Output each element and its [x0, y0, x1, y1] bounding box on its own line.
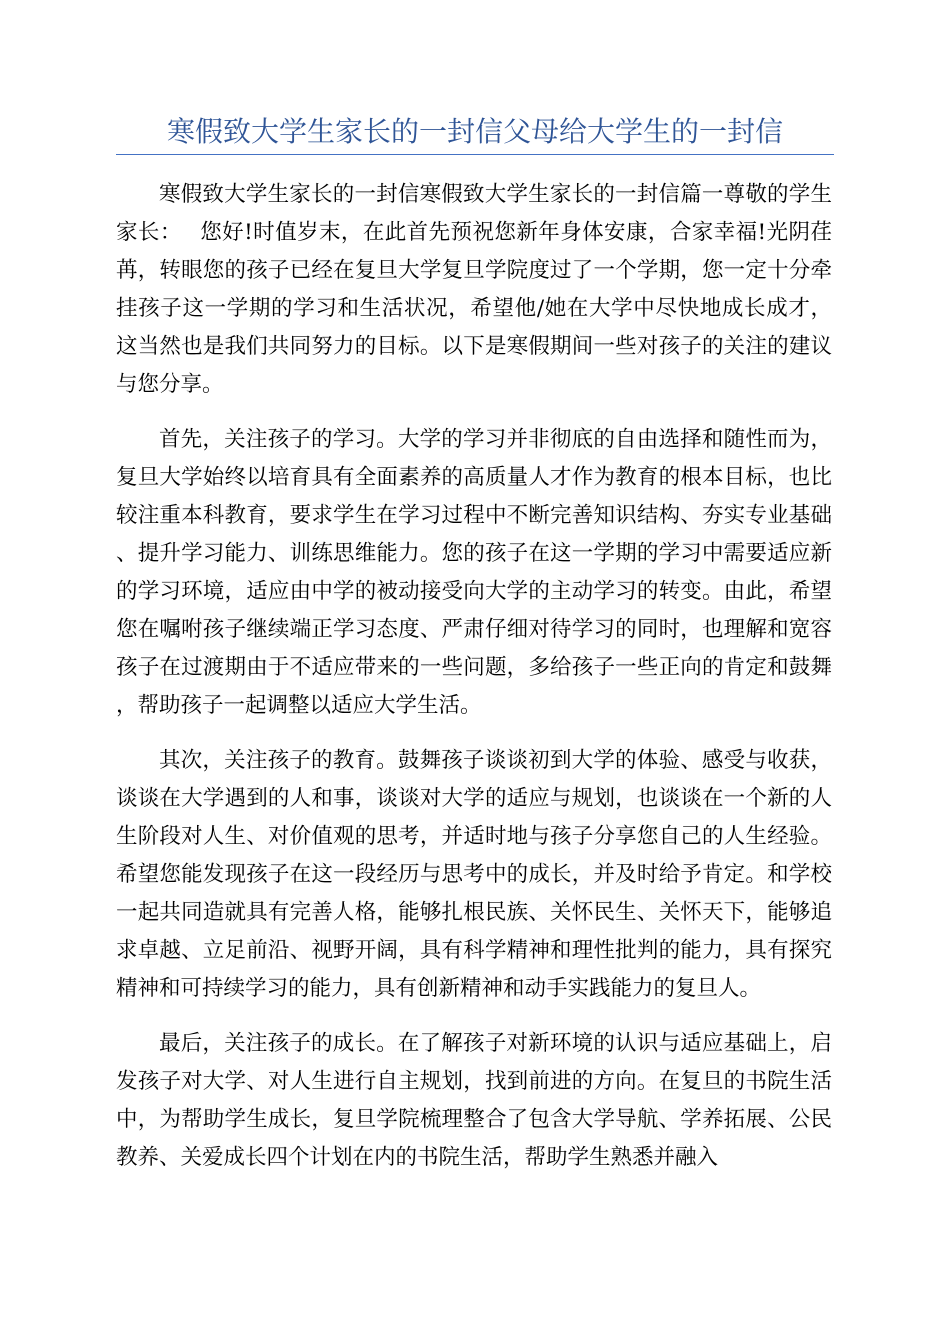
document-body: [116, 176, 832, 1194]
paragraph-1: 寒假致大学生家长的一封信寒假致大学生家长的一封信篇一尊敬的学生家长： 您好!时值岁末，在此首先预祝您新年身体安康，合家幸福!光阴荏苒，转眼您的孩子已经在复旦大学复旦学院度过了一个学期，您一定十分牵挂孩子这一学期的学习和生活状况，希望他/她在大学中尽快地成长成才，这当然也是我们共同努力的目标。以下是寒假期间一些对孩子的关注的建议与您分享。: [116, 182, 832, 397]
paragraph-2: 首先，关注孩子的学习。大学的学习并非彻底的自由选择和随性而为，复旦大学始终以培育具有全面素养的高质量人才作为教育的根本目标，也比较注重本科教育，要求学生在学习过程中不断完善知识结构、夯实专业基础、提升学习能力、训练思维能力。您的孩子在这一学期的学习中需要适应新的学习环境，适应由中学的被动接受向大学的主动学习的转变。由此，希望您在嘱咐孩子继续端正学习态度、严肃仔细对待学习的同时，也理解和宽容孩子在过渡期由于不适应带来的一些问题，多给孩子一些正向的肯定和鼓舞，帮助孩子一起调整以适应大学生活。: [116, 427, 832, 718]
paragraph-4: 最后，关注孩子的成长。在了解孩子对新环境的认识与适应基础上，启发孩子对大学、对人生进行自主规划，找到前进的方向。在复旦的书院生活中，为帮助学生成长，复旦学院梳理整合了包含大学导航、学养拓展、公民教养、关爱成长四个计划在内的书院生活，帮助学生熟悉并融入: [116, 1031, 832, 1170]
document-title: 寒假致大学生家长的一封信父母给大学生的一封信: [166, 115, 783, 148]
title-underline: [116, 154, 834, 155]
paragraph-3: 其次，关注孩子的教育。鼓舞孩子谈谈初到大学的体验、感受与收获，谈谈在大学遇到的人和事，谈谈对大学的适应与规划，也谈谈在一个新的人生阶段对人生、对价值观的思考，并适时地与孩子分享您自己的人生经验。希望您能发现孩子在这一段经历与思考中的成长，并及时给予肯定。和学校一起共同造就具有完善人格，能够扎根民族、关怀民生、关怀天下，能够追求卓越、立足前沿、视野开阔，具有科学精神和理性批判的能力，具有探究精神和可持续学习的能力，具有创新精神和动手实践能力的复旦人。: [116, 748, 832, 1001]
